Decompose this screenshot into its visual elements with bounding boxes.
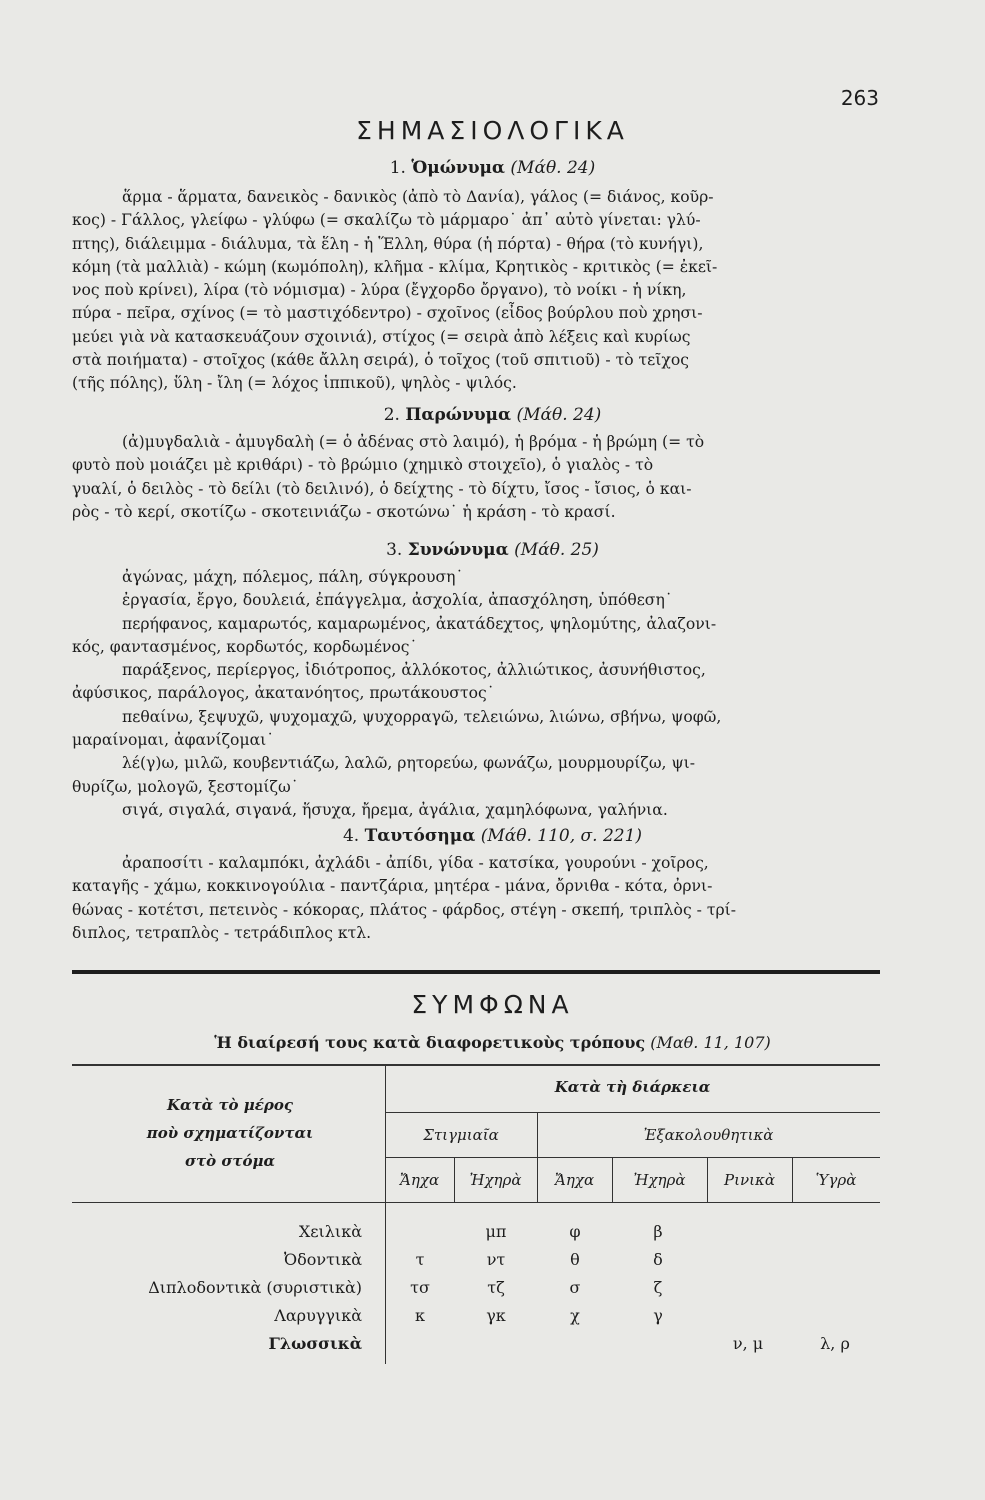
section-title-symfona: ΣΥΜΦΩΝΑ [411, 990, 574, 1019]
text-line: θυρίζω, μολογῶ, ξεστομίζω˙ [72, 777, 299, 796]
text-line: σιγά, σιγαλά, σιγανά, ἥσυχα, ἤρεμα, ἀγάλια, χαμηλόφωνα, γαλήνια. [122, 800, 668, 819]
table-line-duration [385, 1112, 880, 1113]
table-header-place-3: στὸ στόμα [184, 1152, 276, 1170]
subsection-heading-3 [0, 540, 985, 560]
text-line: ἐργασία, ἔργο, δουλειά, ἐπάγγελμα, ἀσχολία, ἀπασχόληση, ὑπόθεση˙ [122, 591, 673, 610]
table-cell: τζ [487, 1278, 505, 1297]
text-line: καταγῆς - χάμω, κοκκινογούλια - παντζάρια, μητέρα - μάνα, ὄρνιθα - κότα, ὀρνι- [72, 877, 713, 896]
table-cell: γ [653, 1306, 663, 1325]
table-cell: σ [569, 1278, 581, 1297]
row-label-cheilika: Χειλικὰ [298, 1222, 362, 1241]
text-line: περήφανος, καμαρωτός, καμαρωμένος, ἀκατάδεχτος, ψηλομύτης, ἀλαζονι- [122, 614, 717, 633]
subsection-label: Ὁμώνυμα [411, 158, 506, 178]
table-cell: ντ [486, 1250, 506, 1269]
table-vline-1 [385, 1064, 386, 1364]
subsection-ref: (Μάθ. 24) [516, 405, 602, 425]
table-cell: τ [415, 1250, 425, 1269]
text-line: παράξενος, περίεργος, ἰδιότροπος, ἀλλόκοτος, ἀλλιώτικος, ἀσυνήθιστος, [122, 661, 706, 680]
table-subtitle [0, 1033, 985, 1052]
table-header-place-2: ποὺ σχηματίζονται [146, 1124, 314, 1142]
paragraph-synonyms [72, 566, 896, 822]
table-cell: θ [570, 1250, 580, 1269]
table-cell: φ [569, 1222, 581, 1241]
subtitle-text: Ἡ διαίρεσή τους κατὰ διαφορετικοὺς τρόπους [214, 1033, 646, 1052]
subheader-ichira-2: Ἠχηρὰ [633, 1171, 686, 1189]
table-header-place-1: Κατὰ τὸ μέρος [167, 1096, 293, 1114]
page-number: 263 [840, 86, 879, 110]
table-cell: χ [570, 1306, 580, 1325]
subsection-label: Ταυτόσημα [364, 826, 476, 846]
text-line: (τῆς πόλης), ὕλη - ἴλη (= λόχος ἱππικοῦ), ψηλὸς - ψιλός. [72, 374, 517, 393]
table-cell: ζ [653, 1278, 663, 1297]
subsection-ref: (Μάθ. 24) [510, 158, 596, 178]
text-line: κός, φαντασμένος, κορδωτός, κορδωμένος˙ [72, 637, 418, 656]
table-cell: ν, μ [732, 1334, 764, 1353]
text-line: ἀγώνας, μάχη, πόλεμος, πάλη, σύγκρουση˙ [122, 568, 464, 586]
subsection-ref: (Μάθ. 25) [514, 540, 599, 560]
table-group-stigmiaia: Στιγμιαῖα [423, 1126, 499, 1144]
text-line: διπλος, τετραπλὸς - τετράδιπλος κτλ. [72, 923, 372, 942]
subsection-number: 4. [342, 826, 360, 846]
table-header-duration: Κατὰ τὴ διάρκεια [554, 1078, 711, 1096]
table-line-groups [385, 1157, 880, 1158]
row-label-laryngika: Λαρυγγικὰ [274, 1306, 362, 1325]
row-label-odontika: Ὀδοντικὰ [283, 1250, 362, 1269]
table-cell: λ, ρ [820, 1334, 850, 1353]
subsection-number: 3. [386, 540, 403, 560]
subsection-heading-2 [0, 405, 985, 425]
subtitle-ref: (Μαθ. 11, 107) [650, 1033, 771, 1052]
text-line: λέ(γ)ω, μιλῶ, κουβεντιάζω, λαλῶ, ρητορεύω, φωνάζω, μουρμουρίζω, ψι- [122, 754, 696, 773]
row-label-glossika: Γλωσσικὰ [268, 1334, 362, 1353]
text-line: γυαλί, ὁ δειλὸς - τὸ δείλι (τὸ δειλινό), ὁ δείχτης - τὸ δίχτυ, ἴσος - ἴσιος, ὁ και- [72, 479, 692, 498]
subheader-ygra: Ὑγρὰ [815, 1171, 857, 1189]
text-line: ἀραποσίτι - καλαμπόκι, ἀχλάδι - ἀπίδι, γίδα - κατσίκα, γουρούνι - χοῖρος, [122, 854, 709, 872]
subheader-ichira-1: Ἠχηρὰ [469, 1171, 522, 1189]
section-divider [72, 970, 880, 974]
table-cell: μπ [485, 1222, 507, 1241]
text-line: πεθαίνω, ξεψυχῶ, ψυχομαχῶ, ψυχορραγῶ, τελειώνω, λιώνω, σβήνω, ψοφῶ, [122, 707, 722, 726]
paragraph-paronyms [72, 431, 896, 524]
table-cell: κ [415, 1306, 425, 1325]
subsection-heading-1 [0, 158, 985, 178]
text-line: κος) - Γάλλος, γλείφω - γλύφω (= σκαλίζω τὸ μάρμαρο˙ ἀπ᾽ αὐτὸ γίνεται: γλύ- [72, 211, 701, 230]
subheader-aicha-1: Ἄηχα [399, 1171, 440, 1189]
subheader-rinika: Ρινικὰ [724, 1171, 775, 1189]
subsection-label: Παρώνυμα [405, 405, 512, 425]
table-top-border [72, 1064, 880, 1066]
text-line: ἀφύσικος, παράλογος, ἀκατανόητος, πρωτάκουστος˙ [72, 684, 495, 703]
subsection-label: Συνώνυμα [407, 540, 509, 560]
paragraph-homonyms [72, 186, 896, 396]
text-line: (ἀ)μυγδαλιὰ - ἀμυγδαλὴ (= ὁ ἀδένας στὸ λαιμό), ἡ βρόμα - ἡ βρώμη (= τὸ [122, 433, 705, 451]
text-line: θώνας - κοτέτσι, πετεινὸς - κόκορας, πλάτος - φάρδος, στέγη - σκεπή, τριπλὸς - τρί- [72, 900, 737, 919]
subsection-ref: (Μάθ. 110, σ. 221) [480, 826, 643, 846]
subsection-heading-4 [0, 826, 985, 846]
subsection-number: 2. [383, 405, 400, 425]
section-title-semasiologika: ΣΗΜΑΣΙΟΛΟΓΙΚΑ [356, 116, 629, 145]
text-line: στὰ ποιήματα) - στοῖχος (κάθε ἄλλη σειρά), ὁ τοῖχος (τοῦ σπιτιοῦ) - τὸ τεῖχος [72, 351, 689, 370]
table-cell: β [653, 1222, 663, 1241]
table-group-exakolouthitika: Ἐξακολουθητικὰ [643, 1126, 774, 1144]
paragraph-identical [72, 852, 896, 945]
subsection-number: 1. [389, 158, 406, 178]
table-cell: δ [653, 1250, 663, 1269]
table-cell: γκ [486, 1306, 506, 1325]
row-label-diplodontika: Διπλοδοντικὰ (συριστικὰ) [148, 1278, 362, 1297]
text-line: φυτὸ ποὺ μοιάζει μὲ κριθάρι) - τὸ βρώμιο (χημικὸ στοιχεῖο), ὁ γιαλὸς - τὸ [72, 456, 654, 475]
text-line: νος ποὺ κρίνει), λίρα (τὸ νόμισμα) - λύρα (ἔγχορδο ὄργανο), τὸ νοίκι - ἡ νίκη, [72, 281, 687, 300]
table-line-subheaders [72, 1202, 880, 1203]
text-line: ρὸς - τὸ κερί, σκοτίζω - σκοτεινιάζω - σκοτώνω˙ ἡ κράση - τὸ κρασί. [72, 502, 616, 521]
text-line: ἅρμα - ἅρματα, δανεικὸς - δανικὸς (ἀπὸ τὸ Δανία), γάλος (= διάνος, κοῦρ- [122, 188, 714, 206]
text-line: πτης), διάλειμμα - διάλυμα, τὰ ἕλη - ἡ Ἕλλη, θύρα (ἡ πόρτα) - θήρα (τὸ κυνήγι), [72, 234, 704, 253]
text-line: πύρα - πεῖρα, σχίνος (= τὸ μαστιχόδεντρο) - σχοῖνος (εἶδος βούρλου ποὺ χρησι- [72, 304, 703, 323]
text-line: μεύει γιὰ νὰ κατασκευάζουν σχοινιά), στίχος (= σειρὰ ἀπὸ λέξεις καὶ κυρίως [72, 327, 691, 346]
table-cell: τσ [410, 1278, 430, 1297]
text-line: μαραίνομαι, ἀφανίζομαι˙ [72, 731, 275, 750]
text-line: κόμη (τὰ μαλλιὰ) - κώμη (κωμόπολη), κλῆμα - κλίμα, Κρητικὸς - κριτικὸς (= ἐκεῖ- [72, 257, 718, 276]
subheader-aicha-2: Ἄηχα [554, 1171, 595, 1189]
